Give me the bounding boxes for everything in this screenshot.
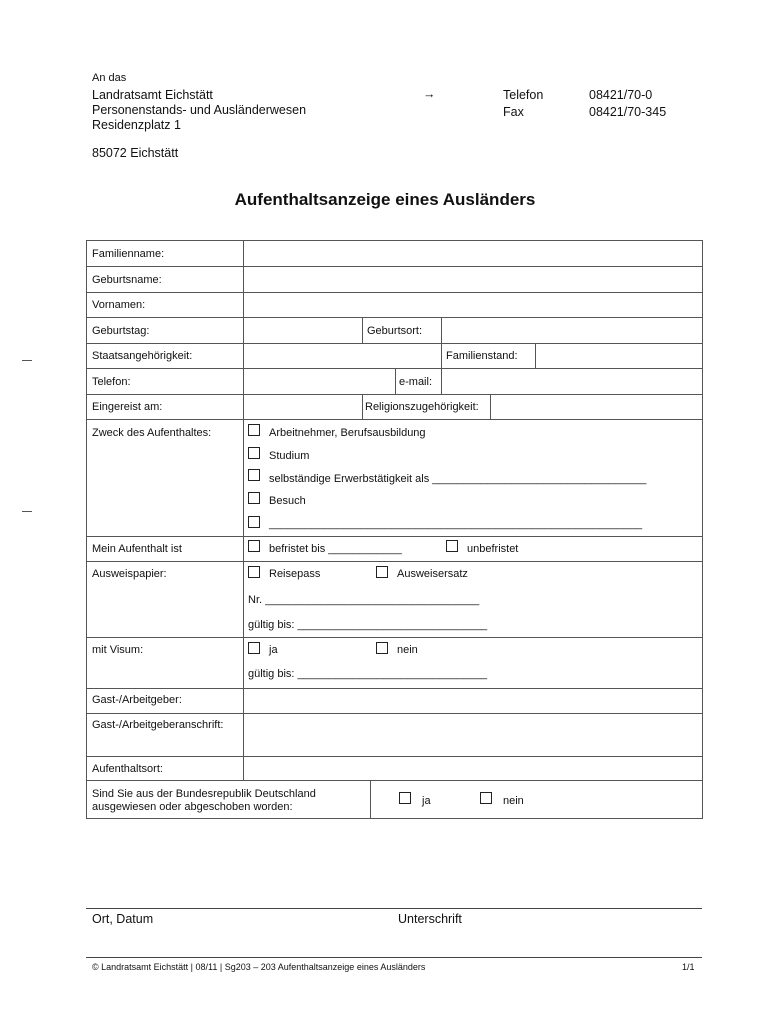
fax-label: Fax [503, 105, 524, 119]
label-aufenthalt: Mein Aufenthalt ist [92, 543, 182, 555]
input-email[interactable] [442, 369, 702, 394]
input-gast-anschrift[interactable] [244, 714, 702, 756]
phone-value: 08421/70-0 [589, 88, 653, 102]
input-geburtsname[interactable] [244, 267, 702, 292]
label-religion: Religionszugehörigkeit: [365, 401, 479, 413]
footer-text: © Landratsamt Eichstätt | 08/11 | Sg203 – 203 Aufenthaltsanzeige eines Ausländers [92, 962, 426, 972]
label-visum: mit Visum: [92, 644, 144, 656]
ausweis-nummer-field[interactable]: Nr. ___________________________________ [248, 594, 480, 606]
checkbox-visum-ja[interactable] [248, 642, 260, 654]
option-visum-ja: ja [269, 644, 278, 656]
checkbox-unbefristet[interactable] [446, 540, 458, 552]
fold-mark-bottom [22, 511, 32, 512]
label-ausgewiesen-line2: ausgewiesen oder abgeschoben worden: [92, 801, 293, 813]
option-befristet: befristet bis ____________ [269, 543, 402, 555]
option-sonstiges: _____________________________________________________________ [269, 518, 643, 530]
checkbox-sonstiges[interactable] [248, 516, 260, 528]
input-vornamen[interactable] [244, 293, 702, 317]
input-geburtsort[interactable] [442, 318, 702, 343]
label-vornamen: Vornamen: [92, 299, 146, 311]
label-gast-anschrift: Gast-/Arbeitgeberanschrift: [92, 719, 224, 731]
label-familienname: Familienname: [92, 248, 165, 260]
signature-line [86, 908, 702, 909]
input-eingereist[interactable] [244, 395, 362, 419]
option-unbefristet: unbefristet [467, 543, 519, 555]
label-geburtsname: Geburtsname: [92, 274, 162, 286]
label-email: e-mail: [399, 376, 433, 388]
checkbox-studium[interactable] [248, 447, 260, 459]
label-aufenthaltsort: Aufenthaltsort: [92, 763, 163, 775]
checkbox-ausweisersatz[interactable] [376, 566, 388, 578]
option-studium: Studium [269, 450, 310, 462]
input-telefon[interactable] [244, 369, 395, 394]
checkbox-befristet[interactable] [248, 540, 260, 552]
input-gast[interactable] [244, 689, 702, 713]
option-visum-nein: nein [397, 644, 418, 656]
address-street: Residenzplatz 1 [92, 118, 181, 132]
label-ausweis: Ausweispapier: [92, 568, 167, 580]
address-office: Landratsamt Eichstätt [92, 88, 213, 102]
label-eingereist: Eingereist am: [92, 401, 163, 413]
checkbox-arbeitnehmer[interactable] [248, 424, 260, 436]
option-reisepass: Reisepass [269, 568, 321, 580]
visum-gueltig-field[interactable]: gültig bis: _______________________________ [248, 668, 488, 680]
label-staatsangehoerigkeit: Staatsangehörigkeit: [92, 350, 193, 362]
ausweis-gueltig-field[interactable]: gültig bis: _______________________________ [248, 619, 488, 631]
phone-label: Telefon [503, 88, 544, 102]
address-city: 85072 Eichstätt [92, 146, 179, 160]
option-ausgewiesen-ja: ja [422, 795, 431, 807]
checkbox-visum-nein[interactable] [376, 642, 388, 654]
address-recipient-prefix: An das [92, 72, 127, 84]
label-gast: Gast-/Arbeitgeber: [92, 694, 182, 706]
input-staatsangehoerigkeit[interactable] [244, 344, 441, 368]
label-ort-datum: Ort, Datum [92, 912, 154, 926]
label-geburtstag: Geburtstag: [92, 325, 150, 337]
input-familienname[interactable] [244, 241, 702, 266]
fax-value: 08421/70-345 [589, 105, 667, 119]
input-aufenthaltsort[interactable] [244, 757, 702, 780]
label-geburtsort: Geburtsort: [367, 325, 423, 337]
option-ausweisersatz: Ausweisersatz [397, 568, 468, 580]
arrow-right-icon: → [423, 87, 436, 101]
checkbox-ausgewiesen-nein[interactable] [480, 792, 492, 804]
option-ausgewiesen-nein: nein [503, 795, 524, 807]
fold-mark-top [22, 360, 32, 361]
checkbox-selbstaendig[interactable] [248, 469, 260, 481]
checkbox-reisepass[interactable] [248, 566, 260, 578]
footer-rule [86, 957, 702, 958]
address-department: Personenstands- und Ausländerwesen [92, 103, 307, 117]
label-unterschrift: Unterschrift [398, 912, 462, 926]
footer-page-number: 1/1 [682, 962, 695, 972]
input-familienstand[interactable] [536, 344, 702, 368]
option-selbstaendig: selbständige Erwerbstätigkeit als ___________________________________ [269, 473, 647, 485]
input-geburtstag[interactable] [244, 318, 362, 343]
form-title: Aufenthaltsanzeige eines Ausländers [234, 190, 536, 209]
label-ausgewiesen-line1: Sind Sie aus der Bundesrepublik Deutschland [92, 788, 316, 800]
label-zweck: Zweck des Aufenthaltes: [92, 427, 212, 439]
label-telefon: Telefon: [92, 376, 131, 388]
option-besuch: Besuch [269, 495, 306, 507]
input-religion[interactable] [491, 395, 702, 419]
label-familienstand: Familienstand: [446, 350, 518, 362]
option-arbeitnehmer: Arbeitnehmer, Berufsausbildung [269, 427, 426, 439]
checkbox-besuch[interactable] [248, 492, 260, 504]
checkbox-ausgewiesen-ja[interactable] [399, 792, 411, 804]
